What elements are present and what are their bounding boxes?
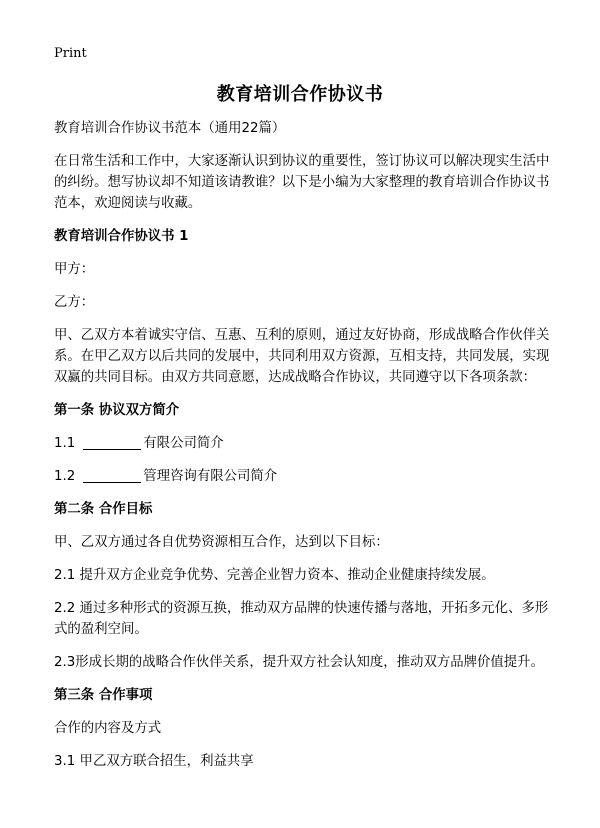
article-1-item-2-number: 1.2 — [54, 469, 76, 484]
article-2-item-3: 2.3形成长期的战略合作伙伴关系，提升双方社会认知度，推动双方品牌价值提升。 — [54, 655, 544, 670]
fill-blank — [83, 435, 141, 450]
party-a-label: 甲方： — [54, 262, 95, 277]
article-2-heading: 第二条 合作目标 — [54, 502, 153, 517]
article-1-item-2 — [54, 466, 554, 487]
article-2-intro: 甲、乙双方通过各自优势资源相互合作，达到以下目标： — [54, 535, 389, 550]
document-subtitle: 教育培训合作协议书范本（通用22篇） — [54, 121, 286, 136]
preamble-paragraph: 甲、乙双方本着诚实守信、互惠、互利的原则，通过友好协商，形成战略合作伙伴关系。在甲乙双方以后共同的发展中，共同利用双方资源，互相支持，共同发展，实现双赢的共同目标。由双方共同意愿，达成战略合作协议，共同遵守以下各项条款： — [54, 328, 550, 385]
article-1-item-2-text: 管理咨询有限公司简介 — [143, 469, 278, 484]
article-1-item-1-text: 有限公司简介 — [143, 436, 224, 451]
article-1-heading: 第一条 协议双方简介 — [54, 403, 180, 418]
article-1-item-1 — [54, 433, 554, 454]
section-heading: 教育培训合作协议书 1 — [54, 229, 189, 244]
print-link[interactable]: Print — [54, 46, 87, 61]
article-2-item-1: 2.1 提升双方企业竞争优势、完善企业智力资本、推动企业健康持续发展。 — [54, 568, 495, 583]
article-2-item-2: 2.2 通过多种形式的资源互换，推动双方品牌的快速传播与落地，开拓多元化、多形式的盈利空间。 — [54, 601, 549, 637]
document-body — [54, 118, 554, 784]
party-b-label: 乙方： — [54, 295, 95, 310]
intro-paragraph: 在日常生活和工作中，大家逐渐认识到协议的重要性，签订协议可以解决现实生活中的纠纷。想写协议却不知道该请教谁？以下是小编为大家整理的教育培训合作协议书范本，欢迎阅读与收藏。 — [54, 154, 550, 211]
fill-blank — [83, 468, 141, 483]
article-3-intro: 合作的内容及方式 — [54, 721, 162, 736]
article-1-item-1-number: 1.1 — [54, 436, 76, 451]
page-title: 教育培训合作协议书 — [216, 84, 384, 105]
article-3-item-1: 3.1 甲乙双方联合招生，利益共享 — [54, 754, 254, 769]
article-3-heading: 第三条 合作事项 — [54, 688, 153, 703]
